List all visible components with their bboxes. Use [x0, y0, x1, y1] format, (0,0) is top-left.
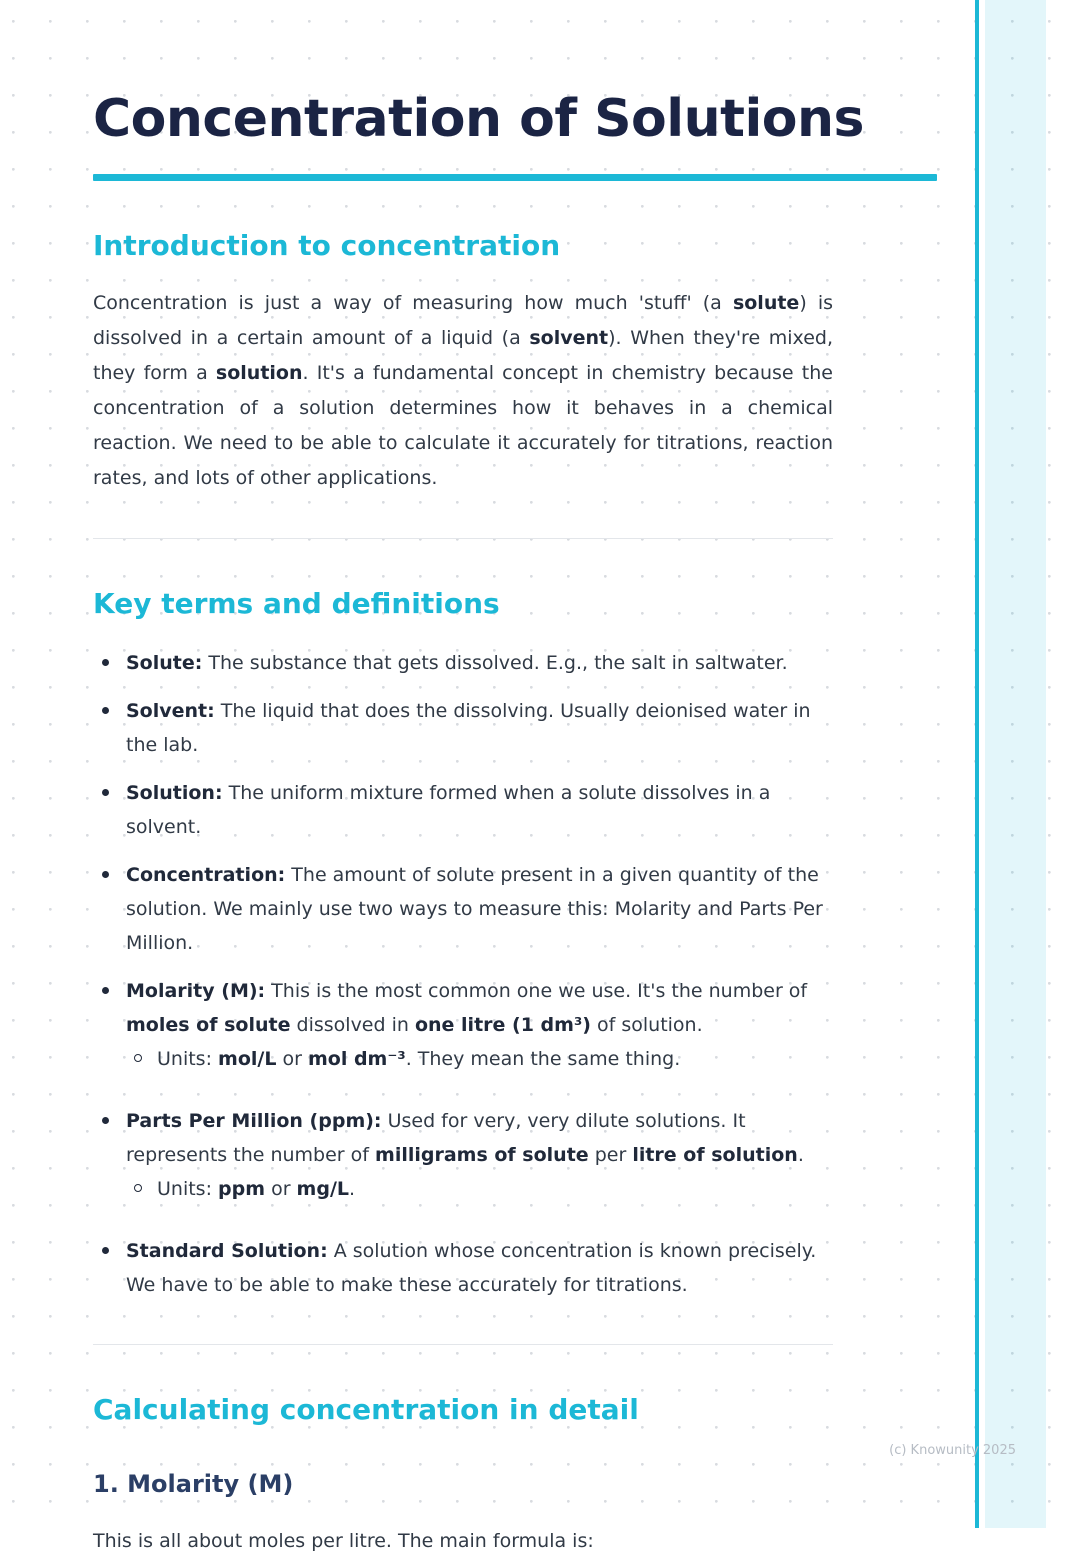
text: . — [349, 1178, 356, 1201]
key-term-sub-list — [126, 1042, 835, 1076]
bold-text: litre of solution — [632, 1144, 798, 1167]
section-divider-1 — [93, 538, 833, 539]
key-term-item — [93, 646, 835, 680]
text: Used for very, very dilute solutions. It represents the number of — [126, 1110, 746, 1167]
text: dissolved in — [290, 1014, 415, 1037]
text: Units: — [157, 1048, 219, 1071]
bold-text: Molarity (M): — [126, 980, 266, 1003]
text: Units: — [157, 1178, 219, 1201]
bold-text: milligrams of solute — [375, 1144, 589, 1167]
key-term-item — [93, 1234, 835, 1302]
section-heading-calculating: Calculating concentration in detail — [93, 1393, 639, 1427]
intro-paragraph — [93, 286, 833, 496]
text: . It's a fundamental concept in chemistry because the concentration of a solution determines how it behaves in a chemical reaction. We need to be able to calculate it accurately for titrations, reaction rates, and lots of other applications. — [93, 362, 833, 490]
bold-text: moles of solute — [126, 1014, 291, 1037]
bold-text: mol/L — [218, 1048, 277, 1071]
text: The liquid that does the dissolving. Usually deionised water in the lab. — [126, 700, 811, 757]
text: of solution. — [590, 1014, 703, 1037]
text: ). When they're mixed, they form a — [93, 327, 833, 385]
key-terms-list — [93, 646, 835, 1302]
bold-text: solution — [215, 362, 303, 385]
text: ) is dissolved in a certain amount of a liquid (a — [93, 292, 834, 350]
bold-text: Parts Per Million (ppm): — [126, 1110, 382, 1133]
text: Concentration is just a way of measuring how much 'stuff' (a — [93, 292, 733, 315]
bold-text: ppm — [218, 1178, 266, 1201]
text: The uniform mixture formed when a solute dissolves in a solvent. — [126, 782, 771, 839]
bold-text: mg/L — [296, 1178, 349, 1201]
text: per — [588, 1144, 633, 1167]
text: The substance that gets dissolved. E.g., the salt in saltwater. — [202, 652, 788, 675]
right-accent-line — [975, 0, 979, 1528]
key-term-subitem — [126, 1172, 835, 1206]
bold-text: Standard Solution: — [126, 1240, 328, 1263]
text: A solution whose concentration is known precisely. We have to be able to make these accurately for titrations. — [126, 1240, 817, 1297]
bold-text: solute — [732, 292, 800, 315]
footer-credit: (c) Knowunity 2025 — [889, 1443, 1016, 1458]
text: or — [276, 1048, 308, 1071]
text: or — [265, 1178, 297, 1201]
molarity-lead-text: This is all about moles per litre. The main formula is: — [93, 1530, 594, 1553]
text: The amount of solute present in a given quantity of the solution. We mainly use two ways to measure this: Molarity and Parts Per Million. — [126, 864, 823, 955]
subsection-heading-molarity: 1. Molarity (M) — [93, 1470, 294, 1499]
bold-text: Solvent: — [126, 700, 215, 723]
bold-text: mol dm⁻³ — [307, 1048, 406, 1071]
text: . — [797, 1144, 804, 1167]
section-heading-key-terms: Key terms and definitions — [93, 587, 500, 621]
text: . They mean the same thing. — [405, 1048, 681, 1071]
page-title: Concentration of Solutions — [93, 89, 864, 149]
page-content — [93, 88, 937, 1558]
key-term-item — [93, 694, 835, 762]
bold-text: Solute: — [126, 652, 203, 675]
title-underline — [93, 174, 937, 181]
bold-text: Solution: — [126, 782, 223, 805]
bold-text: one litre (1 dm³) — [414, 1014, 591, 1037]
key-term-item — [93, 974, 835, 1076]
key-term-item — [93, 858, 835, 960]
bold-text: solvent — [529, 327, 609, 350]
right-accent-band — [985, 0, 1046, 1528]
section-heading-introduction: Introduction to concentration — [93, 229, 561, 263]
key-term-item — [93, 776, 835, 844]
key-term-item — [93, 1104, 835, 1206]
key-term-sub-list — [126, 1172, 835, 1206]
text: This is the most common one we use. It's the number of — [265, 980, 808, 1003]
bold-text: Concentration: — [126, 864, 286, 887]
section-divider-2 — [93, 1344, 833, 1345]
key-term-subitem — [126, 1042, 835, 1076]
